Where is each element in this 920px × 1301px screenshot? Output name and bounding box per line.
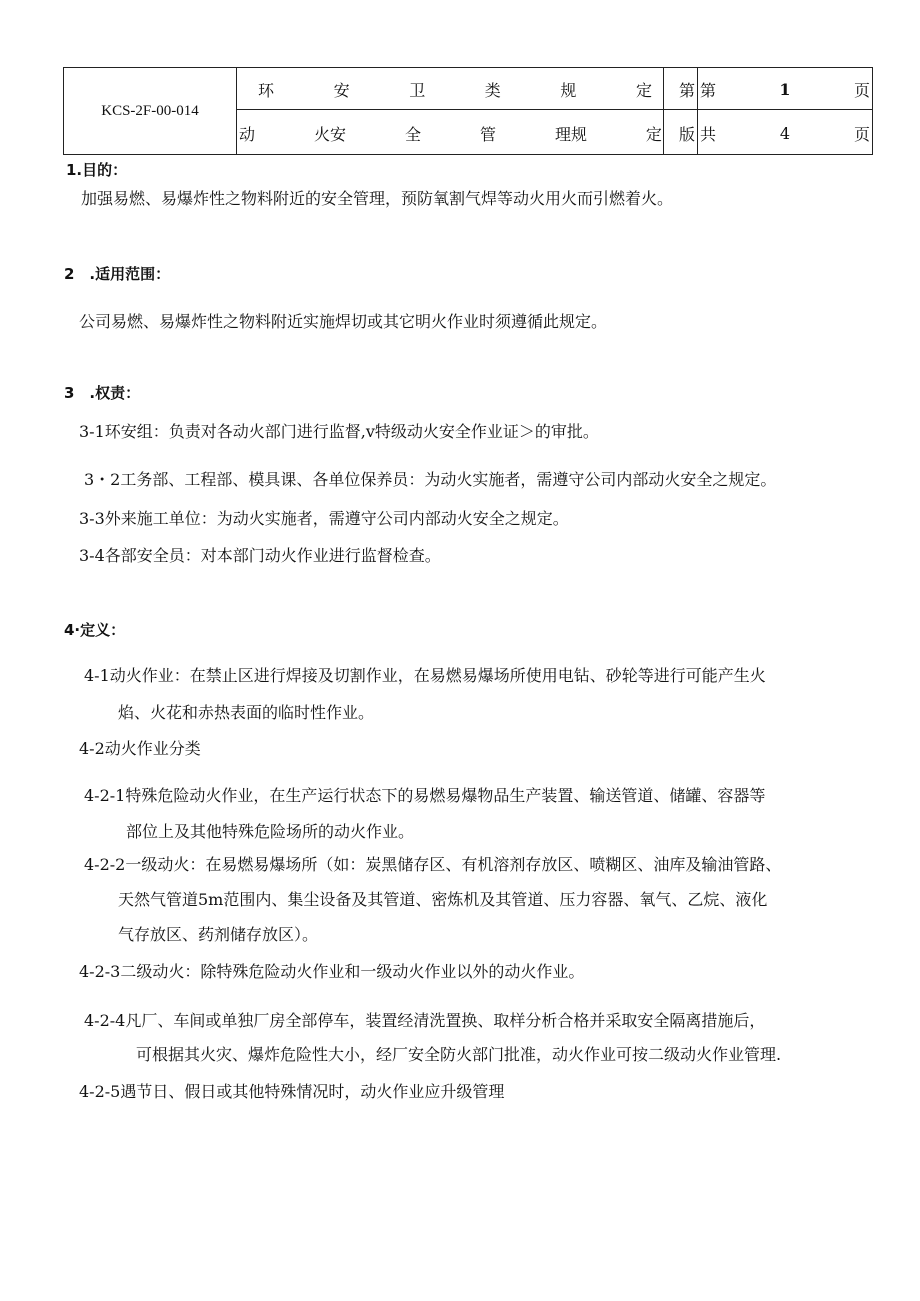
edition-label: 第	[679, 81, 696, 100]
edition-label: 版	[679, 125, 696, 144]
list-item: 4-2动火作业分类	[79, 739, 201, 758]
list-item: 4-2-4凡厂、车间或单独厂房全部停车，装置经清洗置换、取样分析合格并采取安全隔离措施后，	[84, 1011, 766, 1030]
list-item: 4-2-2一级动火：在易燃易爆场所（如：炭黑储存区、有机溶剂存放区、喷糊区、油库及输油管路、	[84, 855, 782, 874]
total-pages: 4	[779, 123, 791, 143]
header-divider	[236, 109, 872, 110]
list-item: 4-2-5遇节日、假日或其他特殊情况时，动火作业应升级管理	[79, 1082, 505, 1101]
section-heading: 1.目的：	[66, 161, 128, 179]
list-item: 3-1环安组：负责对各动火部门进行监督,v特级动火安全作业证＞的审批。	[79, 422, 599, 441]
list-item: 4-2-1特殊危险动火作业，在生产运行状态下的易燃易爆物品生产装置、输送管道、储罐、容器等	[84, 786, 766, 805]
section-heading: 4·定义：	[64, 621, 126, 639]
list-item-continuation: 焰、火花和赤热表面的临时性作业。	[118, 703, 375, 722]
section-heading: 2 .适用范围：	[64, 265, 171, 283]
header-divider	[697, 68, 698, 154]
document-title: 动 火安 全 管 理规 定	[239, 124, 662, 144]
page-number-row: 第 1 页	[700, 79, 870, 100]
list-item: 4-1动火作业：在禁止区进行焊接及切割作业，在易燃易爆场所使用电钻、砂轮等进行可能产生火	[84, 666, 766, 685]
total-pages-row: 共 4 页	[700, 123, 870, 144]
header-divider	[236, 68, 237, 154]
document-category-title: 环 安 卫 类 规 定	[258, 80, 652, 100]
header-divider	[663, 68, 664, 154]
list-item-continuation: 可根据其火灾、爆炸危险性大小，经厂安全防火部门批准，动火作业可按二级动火作业管理.	[136, 1045, 782, 1064]
paragraph: 公司易燃、易爆炸性之物料附近实施焊切或其它明火作业时须遵循此规定。	[79, 312, 608, 331]
list-item-continuation: 天然气管道5m范围内、集尘设备及其管道、密炼机及其管道、压力容器、氧气、乙烷、液化	[118, 890, 768, 909]
list-item: 3-3外来施工单位：为动火实施者，需遵守公司内部动火安全之规定。	[79, 509, 569, 528]
document-code: KCS-2F-00-014	[101, 102, 199, 119]
header-table	[63, 67, 873, 155]
section-heading: 3 .权责：	[64, 384, 141, 402]
page-number: 1	[779, 79, 791, 99]
paragraph: 加强易燃、易爆炸性之物料附近的安全管理，预防氧割气焊等动火用火而引燃着火。	[81, 189, 674, 208]
list-item: 3・2工务部、工程部、模具课、各单位保养员：为动火实施者，需遵守公司内部动火安全之规定。	[84, 470, 777, 489]
list-item: 3-4各部安全员：对本部门动火作业进行监督检查。	[79, 546, 441, 565]
list-item: 4-2-3二级动火：除特殊危险动火作业和一级动火作业以外的动火作业。	[79, 962, 585, 981]
list-item-continuation: 气存放区、药剂储存放区）。	[118, 925, 319, 944]
list-item-continuation: 部位上及其他特殊危险场所的动火作业。	[126, 822, 415, 841]
